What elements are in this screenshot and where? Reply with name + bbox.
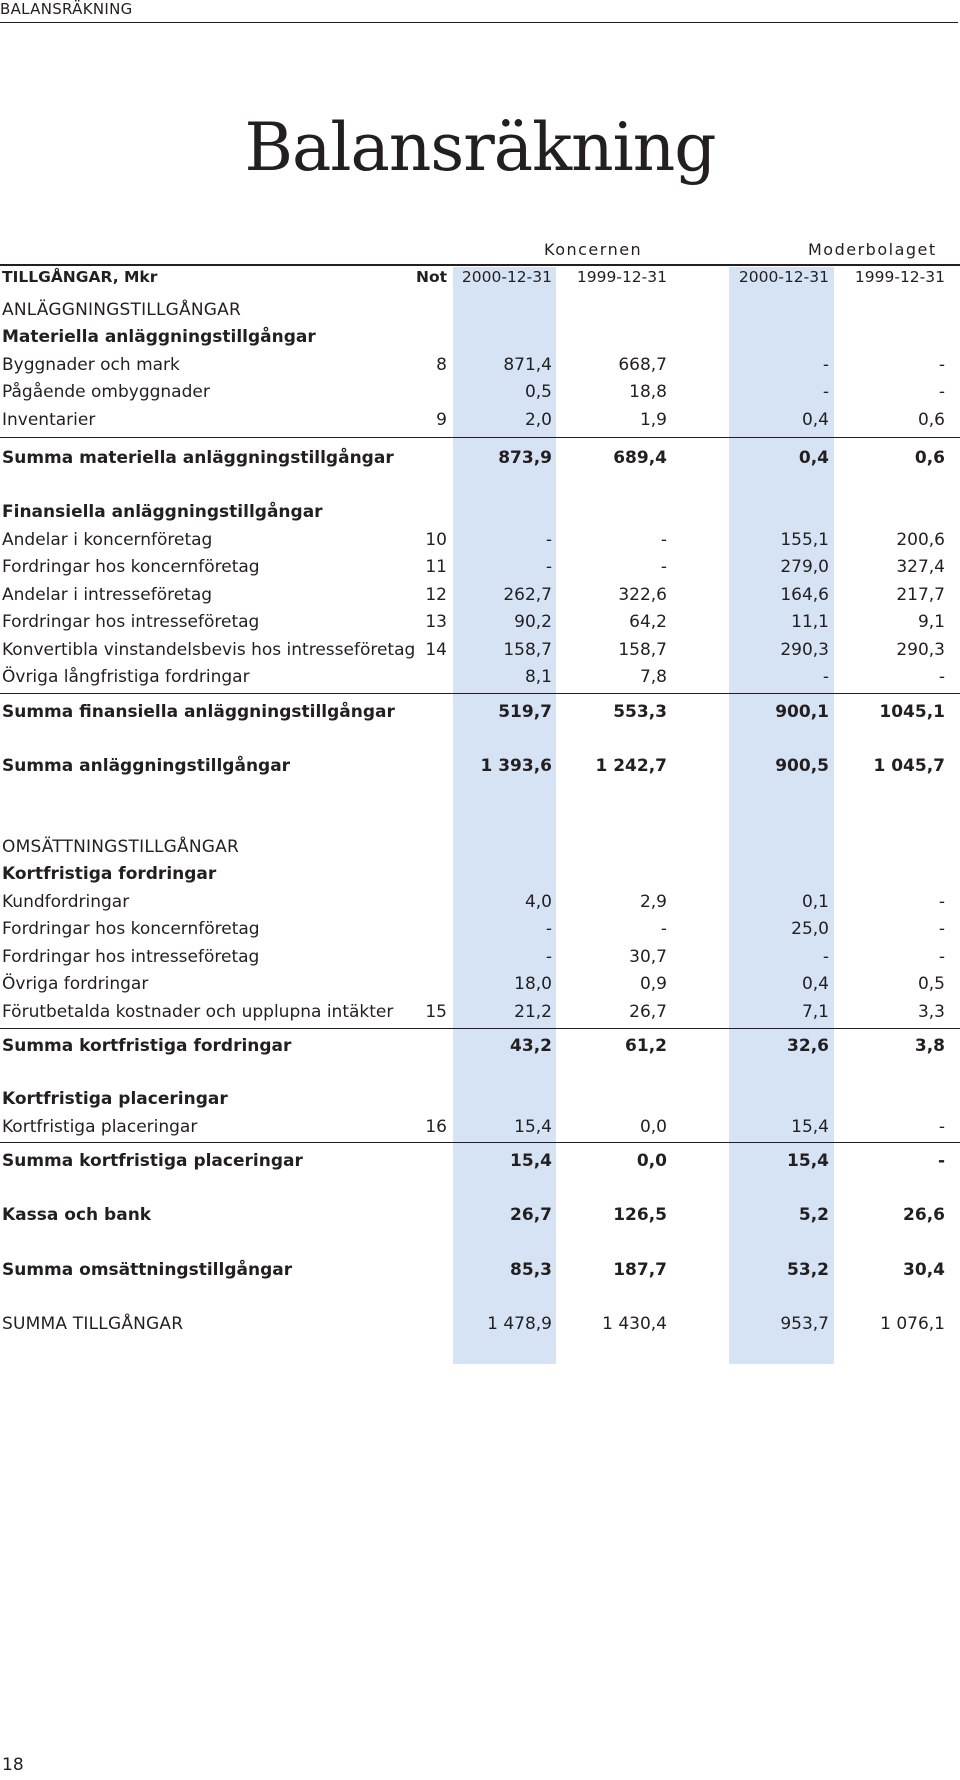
cell-koncernen-1999: 2,9 (639, 892, 667, 912)
header-moderbolaget-2000: 2000-12-31 (738, 268, 829, 286)
subtotal-row (0, 700, 960, 724)
cell-koncernen-2000: - (545, 530, 552, 550)
cell-moderbolaget-2000: 0,4 (801, 974, 829, 994)
cell-koncernen-2000: 15,4 (514, 1117, 552, 1137)
cell-koncernen-1999: 689,4 (613, 448, 667, 468)
cell-moderbolaget-2000: 32,6 (787, 1036, 829, 1056)
table-row (0, 408, 960, 432)
row-label: SUMMA TILLGÅNGAR (2, 1314, 184, 1334)
cell-koncernen-2000: 2,0 (524, 410, 552, 430)
group-header-moderbolaget: Moderbolaget (808, 240, 937, 259)
cell-koncernen-1999: 126,5 (613, 1205, 667, 1225)
cell-koncernen-2000: 871,4 (503, 355, 552, 375)
cell-koncernen-2000: 4,0 (524, 892, 552, 912)
cell-koncernen-1999: 1 242,7 (595, 756, 667, 776)
cell-moderbolaget-1999: 0,6 (917, 410, 945, 430)
row-note: 12 (425, 585, 447, 605)
row-label: Fordringar hos intresseföretag (2, 947, 260, 967)
cell-moderbolaget-2000: - (822, 667, 829, 687)
cell-moderbolaget-1999: - (938, 892, 945, 912)
row-note: 10 (425, 530, 447, 550)
row-label: Förutbetalda kostnader och upplupna intäkter (2, 1002, 394, 1022)
table-row (0, 528, 960, 552)
cell-moderbolaget-2000: 5,2 (798, 1205, 829, 1225)
cell-koncernen-1999: 1,9 (639, 410, 667, 430)
cell-moderbolaget-2000: 15,4 (791, 1117, 829, 1137)
table-row (0, 665, 960, 689)
cell-moderbolaget-2000: 164,6 (780, 585, 829, 605)
section-heading: OMSÄTTNINGSTILLGÅNGAR (2, 837, 240, 857)
row-label: Summa anläggningstillgångar (2, 756, 291, 776)
header-moderbolaget-1999: 1999-12-31 (854, 268, 945, 286)
subtotal-rule (0, 693, 960, 694)
row-label: Andelar i koncernföretag (2, 530, 213, 550)
row-label: Kassa och bank (2, 1205, 152, 1225)
cell-moderbolaget-1999: 1045,1 (879, 702, 945, 722)
cell-moderbolaget-1999: 9,1 (917, 612, 945, 632)
total-row (0, 754, 960, 778)
row-label: Summa kortfristiga fordringar (2, 1036, 292, 1056)
cell-moderbolaget-2000: 900,5 (775, 756, 829, 776)
cell-koncernen-1999: 0,0 (636, 1151, 667, 1171)
row-label: Pågående ombyggnader (2, 382, 210, 402)
cell-koncernen-1999: 0,9 (639, 974, 667, 994)
cell-moderbolaget-1999: 3,3 (917, 1002, 945, 1022)
cell-koncernen-1999: - (660, 557, 667, 577)
cell-koncernen-1999: 322,6 (618, 585, 667, 605)
cell-moderbolaget-1999: - (938, 947, 945, 967)
cell-moderbolaget-2000: 0,1 (801, 892, 829, 912)
cell-moderbolaget-1999: - (938, 667, 945, 687)
cell-moderbolaget-1999: 217,7 (896, 585, 945, 605)
cell-koncernen-1999: 0,0 (639, 1117, 667, 1137)
section-heading: ANLÄGGNINGSTILLGÅNGAR (2, 300, 241, 320)
cell-moderbolaget-2000: 0,4 (801, 410, 829, 430)
cell-koncernen-2000: 26,7 (510, 1205, 552, 1225)
group-header-koncernen: Koncernen (544, 240, 643, 259)
cell-koncernen-1999: 187,7 (613, 1260, 667, 1280)
cell-moderbolaget-2000: - (822, 355, 829, 375)
row-note: 16 (425, 1117, 447, 1137)
table-row (0, 1115, 960, 1139)
cell-moderbolaget-2000: 290,3 (780, 640, 829, 660)
cell-koncernen-2000: 18,0 (514, 974, 552, 994)
cell-moderbolaget-1999: 1 076,1 (880, 1314, 945, 1334)
subsection-heading: Kortfristiga placeringar (2, 1089, 228, 1109)
subsection-heading: Finansiella anläggningstillgångar (2, 502, 323, 522)
table-row (0, 1087, 960, 1111)
cell-moderbolaget-1999: - (937, 1151, 945, 1171)
row-label: Byggnader och mark (2, 355, 180, 375)
cell-koncernen-2000: 21,2 (514, 1002, 552, 1022)
cell-koncernen-2000: 43,2 (510, 1036, 552, 1056)
cell-koncernen-1999: 553,3 (613, 702, 667, 722)
cell-moderbolaget-2000: 53,2 (787, 1260, 829, 1280)
row-label: Kundfordringar (2, 892, 130, 912)
cell-moderbolaget-1999: - (938, 919, 945, 939)
table-row (0, 325, 960, 349)
table-row (0, 917, 960, 941)
subtotal-rule (0, 437, 960, 438)
header-not: Not (415, 268, 447, 286)
table-row (0, 610, 960, 634)
cell-koncernen-2000: - (545, 919, 552, 939)
row-label: Fordringar hos koncernföretag (2, 919, 260, 939)
table-row (0, 890, 960, 914)
cell-koncernen-2000: 158,7 (503, 640, 552, 660)
cell-moderbolaget-2000: 7,1 (801, 1002, 829, 1022)
cell-koncernen-2000: 90,2 (514, 612, 552, 632)
subsection-heading: Materiella anläggningstillgångar (2, 327, 316, 347)
row-label: Kortfristiga placeringar (2, 1117, 198, 1137)
row-label: Andelar i intresseföretag (2, 585, 213, 605)
cell-koncernen-1999: 64,2 (629, 612, 667, 632)
cell-moderbolaget-1999: - (938, 355, 945, 375)
cell-koncernen-2000: 85,3 (510, 1260, 552, 1280)
cell-moderbolaget-1999: 327,4 (896, 557, 945, 577)
cell-koncernen-1999: 18,8 (629, 382, 667, 402)
row-label: Summa kortfristiga placeringar (2, 1151, 303, 1171)
row-label: Övriga fordringar (2, 974, 149, 994)
cell-moderbolaget-1999: 0,5 (917, 974, 945, 994)
cell-moderbolaget-1999: - (938, 1117, 945, 1137)
subtotal-row (0, 1034, 960, 1058)
header-koncernen-1999: 1999-12-31 (576, 268, 667, 286)
subtotal-row (0, 446, 960, 470)
running-head: BALANSRÄKNING (0, 0, 958, 23)
subtotal-row (0, 1149, 960, 1173)
cell-koncernen-1999: 26,7 (629, 1002, 667, 1022)
cell-koncernen-2000: 8,1 (524, 667, 552, 687)
cell-koncernen-1999: 158,7 (618, 640, 667, 660)
table-row (0, 1000, 960, 1024)
row-note: 15 (425, 1002, 447, 1022)
cell-moderbolaget-1999: 3,8 (914, 1036, 945, 1056)
table-row (0, 555, 960, 579)
row-note: 13 (425, 612, 447, 632)
row-note: 8 (436, 355, 447, 375)
subtotal-rule (0, 1142, 960, 1143)
row-label: Konvertibla vinstandelsbevis hos intresseföretag (2, 640, 416, 660)
cell-moderbolaget-2000: 15,4 (787, 1151, 829, 1171)
row-label: Summa finansiella anläggningstillgångar (2, 702, 395, 722)
cell-moderbolaget-1999: - (938, 382, 945, 402)
cell-koncernen-1999: 7,8 (639, 667, 667, 687)
table-row (0, 835, 960, 859)
cell-koncernen-2000: 262,7 (503, 585, 552, 605)
table-row (0, 1203, 960, 1227)
cell-moderbolaget-2000: - (822, 947, 829, 967)
cell-moderbolaget-2000: 155,1 (780, 530, 829, 550)
table-row (0, 945, 960, 969)
table-row (0, 972, 960, 996)
cell-moderbolaget-2000: 11,1 (791, 612, 829, 632)
cell-koncernen-1999: - (660, 919, 667, 939)
grand-total-row (0, 1312, 960, 1336)
cell-koncernen-2000: - (545, 947, 552, 967)
cell-koncernen-1999: 1 430,4 (602, 1314, 667, 1334)
row-label: Inventarier (2, 410, 96, 430)
row-label: Summa materiella anläggningstillgångar (2, 448, 394, 468)
cell-koncernen-2000: 873,9 (498, 448, 552, 468)
cell-koncernen-2000: 1 478,9 (487, 1314, 552, 1334)
table-row (0, 638, 960, 662)
table-row (0, 298, 960, 322)
row-note: 14 (425, 640, 447, 660)
cell-moderbolaget-1999: 1 045,7 (873, 756, 945, 776)
row-label: Fordringar hos koncernföretag (2, 557, 260, 577)
cell-koncernen-2000: 1 393,6 (480, 756, 552, 776)
cell-koncernen-2000: - (545, 557, 552, 577)
cell-koncernen-2000: 15,4 (510, 1151, 552, 1171)
cell-moderbolaget-1999: 30,4 (903, 1260, 945, 1280)
table-row (0, 353, 960, 377)
table-row (0, 500, 960, 524)
cell-koncernen-2000: 519,7 (498, 702, 552, 722)
header-koncernen-2000: 2000-12-31 (461, 268, 552, 286)
cell-moderbolaget-2000: - (822, 382, 829, 402)
cell-moderbolaget-1999: 0,6 (914, 448, 945, 468)
cell-moderbolaget-1999: 290,3 (896, 640, 945, 660)
cell-moderbolaget-2000: 900,1 (775, 702, 829, 722)
subsection-heading: Kortfristiga fordringar (2, 864, 217, 884)
page-title: Balansräkning (244, 109, 716, 186)
cell-koncernen-1999: 61,2 (625, 1036, 667, 1056)
table-row (0, 862, 960, 886)
cell-moderbolaget-2000: 279,0 (780, 557, 829, 577)
row-label: Fordringar hos intresseföretag (2, 612, 260, 632)
page-number: 18 (2, 1755, 24, 1775)
cell-koncernen-1999: 30,7 (629, 947, 667, 967)
cell-moderbolaget-1999: 26,6 (903, 1205, 945, 1225)
subtotal-rule (0, 1028, 960, 1029)
cell-moderbolaget-2000: 0,4 (798, 448, 829, 468)
cell-koncernen-1999: - (660, 530, 667, 550)
cell-moderbolaget-1999: 200,6 (896, 530, 945, 550)
row-label: Övriga långfristiga fordringar (2, 667, 250, 687)
cell-moderbolaget-2000: 25,0 (791, 919, 829, 939)
cell-koncernen-1999: 668,7 (618, 355, 667, 375)
total-row (0, 1258, 960, 1282)
table-row (0, 380, 960, 404)
header-label: TILLGÅNGAR, Mkr (2, 268, 158, 286)
row-note: 9 (436, 410, 447, 430)
table-header-row (0, 265, 960, 289)
table-row (0, 583, 960, 607)
cell-moderbolaget-2000: 953,7 (780, 1314, 829, 1334)
row-label: Summa omsättningstillgångar (2, 1260, 293, 1280)
row-note: 11 (425, 557, 447, 577)
cell-koncernen-2000: 0,5 (524, 382, 552, 402)
